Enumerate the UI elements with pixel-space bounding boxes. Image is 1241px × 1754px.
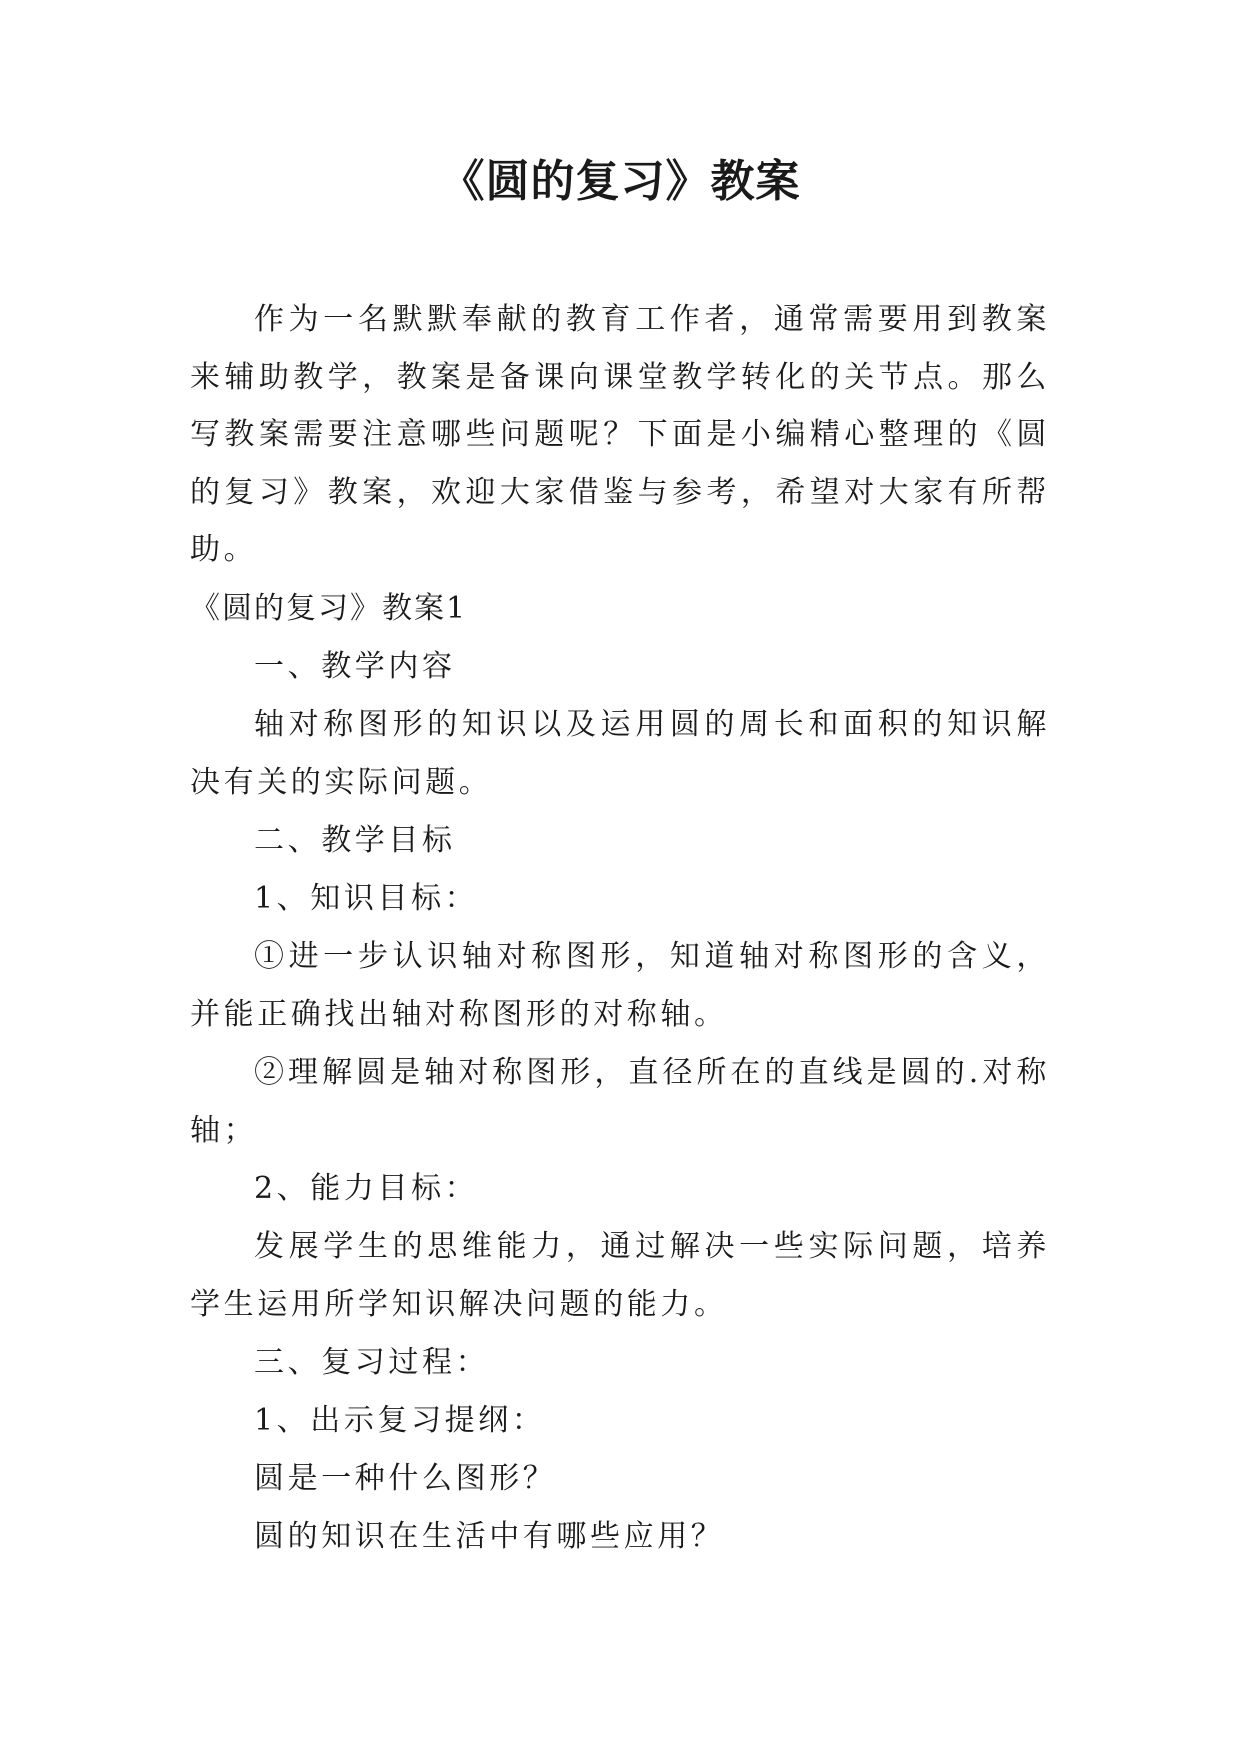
document-body (190, 580, 1050, 1566)
ability-objective-heading: 2、能力目标： (254, 1171, 479, 1206)
section-heading: 《圆的复习》教案1 (190, 591, 468, 626)
intro-paragraph: 作为一名默默奉献的教育工作者，通常需要用到教案来辅助教学，教案是备课向课堂教学转化的关节点。那么写教案需要注意哪些问题呢？下面是小编精心整理的《圆的复习》教案，欢迎大家借鉴与参考，希望对大家有所帮助。 (190, 302, 1050, 567)
ability-objective-paragraph: 发展学生的思维能力，通过解决一些实际问题，培养学生运用所学知识解决问题的能力。 (190, 1229, 1050, 1322)
knowledge-objective-item-2: ②理解圆是轴对称图形，直径所在的直线是圆的.对称轴； (190, 1055, 1050, 1148)
knowledge-objective-item-1: ①进一步认识轴对称图形，知道轴对称图形的含义，并能正确找出轴对称图形的对称轴。 (190, 939, 1050, 1032)
content-paragraph: 轴对称图形的知识以及运用圆的周长和面积的知识解决有关的实际问题。 (190, 707, 1050, 800)
knowledge-objective-heading: 1、知识目标： (254, 881, 479, 916)
document-title: 《圆的复习》教案 (440, 156, 801, 207)
review-question-1: 圆是一种什么图形？ (254, 1461, 557, 1496)
content-heading: 一、教学内容 (254, 649, 456, 684)
review-question-2: 圆的知识在生活中有哪些应用？ (254, 1519, 725, 1554)
review-process-heading: 三、复习过程： (254, 1345, 490, 1380)
objectives-heading: 二、教学目标 (254, 823, 456, 858)
review-outline-heading: 1、出示复习提纲： (254, 1403, 546, 1438)
